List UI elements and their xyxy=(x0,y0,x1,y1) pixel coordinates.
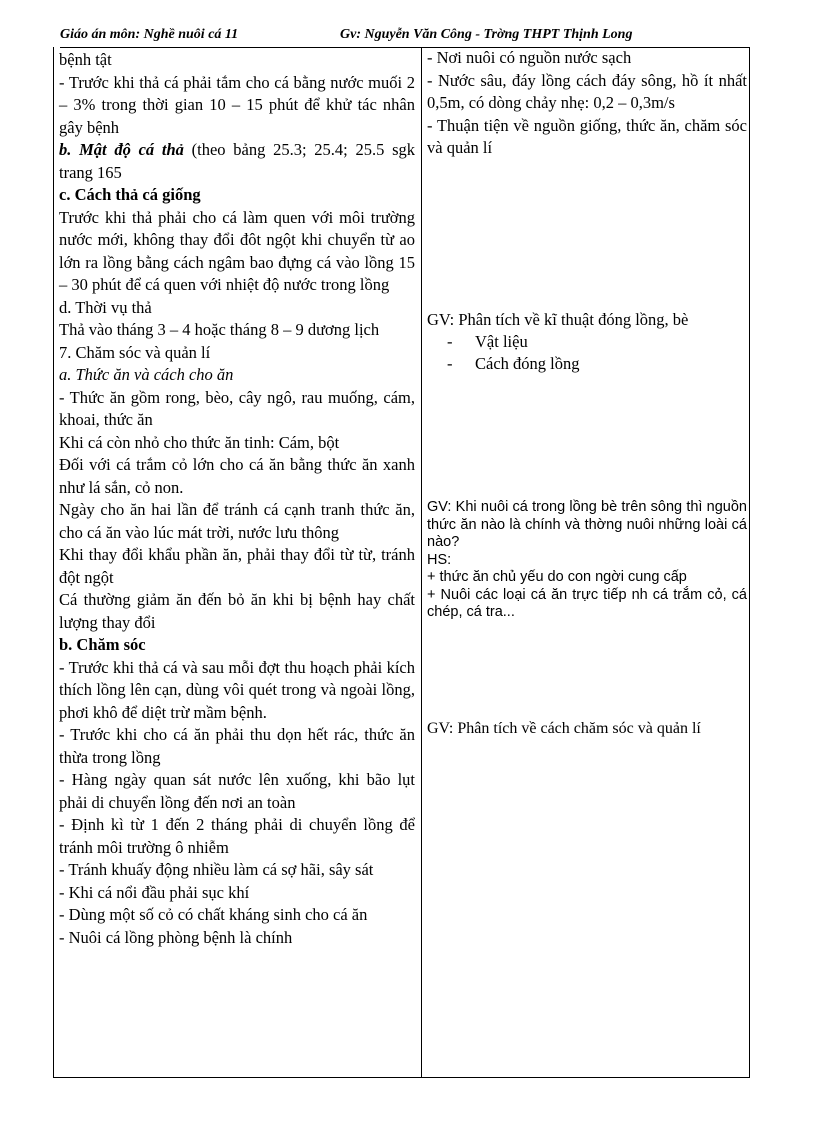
section-density xyxy=(59,139,415,184)
text-line: - Hàng ngày quan sát nước lên xuống, khi bão lụt phải di chuyển lồng đến nơi an toàn xyxy=(59,770,415,812)
column-divider xyxy=(421,47,422,1077)
list-item: - Cách đóng lồng xyxy=(447,354,580,373)
gv-care-management xyxy=(427,718,747,741)
text-line: - Nơi nuôi có nguồn nước sạch xyxy=(427,48,632,67)
section-heading: c. Cách thả cá giống xyxy=(59,185,201,204)
header-teacher: Gv: Nguyễn Văn Công - Trờng THPT Thịnh Long xyxy=(340,27,633,42)
section-heading: 7. Chăm sóc và quản lí xyxy=(59,342,211,362)
text-line: - Dùng một số cỏ có chất kháng sinh cho cá ăn xyxy=(59,905,368,924)
bullet-dash: - xyxy=(447,332,453,351)
bullet-dash: - xyxy=(447,354,453,373)
gv-instruction: GV: Phân tích về kĩ thuật đóng lồng, bè xyxy=(427,310,689,329)
text-line: Khi cá còn nhỏ cho thức ăn tinh: Cám, bột xyxy=(59,432,340,452)
text-line: - Trước khi cho cá ăn phải thu dọn hết rác, thức ăn thừa trong lồng xyxy=(59,725,415,767)
activity-column xyxy=(427,47,747,737)
gv-instruction: GV: Phân tích về cách chăm sóc và quản lí xyxy=(427,720,701,737)
section-heading: b. Mật độ cá thả xyxy=(59,140,184,159)
page-header xyxy=(60,25,750,48)
text-line: bệnh tật xyxy=(59,50,112,69)
text-line: - Trước khi thả cá phải tắm cho cá bằng nước muối 2 – 3% trong thời gian 10 – 15 phút để khử tác nhân gây bệnh xyxy=(59,72,415,137)
content-column xyxy=(59,49,415,949)
lesson-table xyxy=(53,47,750,1078)
text-line: - Tránh khuấy động nhiều làm cá sợ hãi, sây sát xyxy=(59,860,374,879)
text-line: Khi thay đổi khẩu phần ăn, phải thay đổi từ từ, tránh đột ngột xyxy=(59,545,415,587)
header-lesson-title: Giáo án môn: Nghề nuôi cá 11 xyxy=(60,27,239,42)
hs-answer: + thức ăn chủ yếu do con ngời cung cấp xyxy=(427,569,687,585)
text-line: Đối với cá trắm cỏ lớn cho cá ăn bằng thức ăn xanh như lá sắn, cỏ non. xyxy=(59,455,415,497)
text-line: - Trước khi thả cá và sau mỗi đợt thu hoạch phải kích thích lồng lên cạn, dùng vôi quét trong và ngoài lồng, phơi khô để diệt trừ mầm bệnh. xyxy=(59,657,415,722)
list-item: - Vật liệu xyxy=(447,332,528,351)
text-line: - Thuận tiện về nguồn giống, thức ăn, chăm sóc và quản lí xyxy=(427,115,747,157)
text-line: Thả vào tháng 3 – 4 hoặc tháng 8 – 9 dương lịch xyxy=(59,320,380,339)
text-line: Trước khi thả phải cho cá làm quen với môi trường nước mới, không thay đổi đôt ngột khi chuyển từ ao lớn ra lồng bằng cách ngâm bao đựng cá vào lồng 15 – 30 phút để cá quen với nhiệt độ nước trong lồng xyxy=(59,207,415,294)
text-line: - Nước sâu, đáy lồng cách đáy sông, hồ ít nhất 0,5m, có dòng chảy nhẹ: 0,2 – 0,3m/s xyxy=(427,70,747,112)
text-line: - Thức ăn gồm rong, bèo, cây ngô, rau muống, cám, khoai, thức ăn xyxy=(59,387,415,429)
text-span: (theo bảng 25.3; 25.4; 25.5 sgk trang 165 xyxy=(59,140,415,182)
text-line: - Khi cá nổi đầu phải sục khí xyxy=(59,882,250,902)
text-line: - Định kì từ 1 đến 2 tháng phải di chuyển lồng để tránh môi trường ô nhiễm xyxy=(59,815,415,857)
gv-question-feed xyxy=(427,499,747,622)
text-line: - Nuôi cá lồng phòng bệnh là chính xyxy=(59,927,293,947)
section-heading: b. Chăm sóc xyxy=(59,635,146,654)
section-heading: d. Thời vụ thả xyxy=(59,297,152,317)
text-line: Ngày cho ăn hai lần để tránh cá cạnh tranh thức ăn, cho cá ăn vào lúc mát trời, nước lưu thông xyxy=(59,500,415,542)
gv-cage-technique xyxy=(427,309,747,375)
gv-question: GV: Khi nuôi cá trong lồng bè trên sông thì nguồn thức ăn nào là chính và thờng nuôi những loài cá nào? xyxy=(427,499,747,550)
hs-answer: + Nuôi các loại cá ăn trực tiếp nh cá trắm cỏ, cá chép, cá tra... xyxy=(427,586,747,620)
section-heading: a. Thức ăn và cách cho ăn xyxy=(59,365,234,384)
text-line: Cá thường giảm ăn đến bỏ ăn khi bị bệnh hay chất lượng thay đổi xyxy=(59,590,415,632)
hs-label: HS: xyxy=(427,551,452,568)
site-requirements xyxy=(427,47,747,160)
